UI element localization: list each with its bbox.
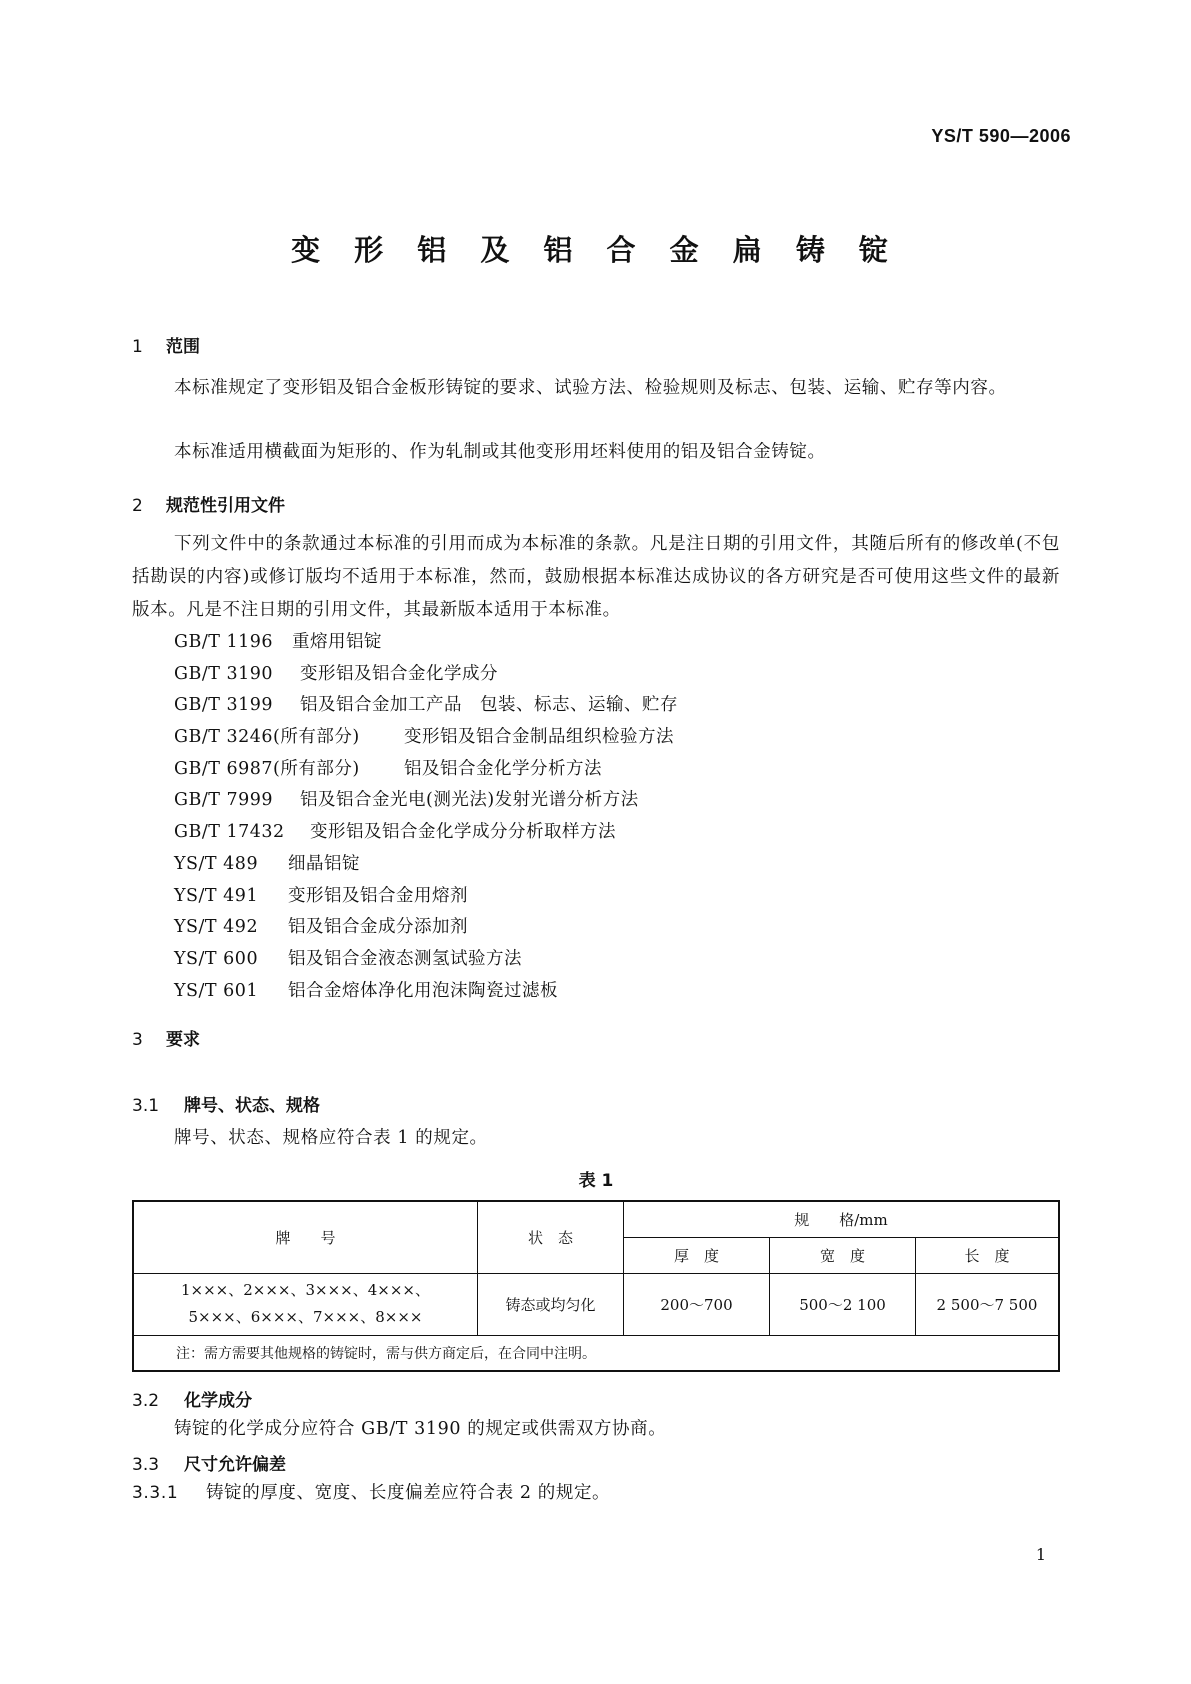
table-row <box>133 1273 1059 1335</box>
cell-width: 500～2 100 <box>770 1273 916 1335</box>
section-title: 尺寸允许偏差 <box>184 1455 286 1475</box>
section-3-1-text: 牌号、状态、规格应符合表 1 的规定。 <box>174 1128 488 1148</box>
section-1-heading <box>132 332 200 357</box>
reference-item: GB/T 3190 变形铝及铝合金化学成分 <box>174 663 498 684</box>
section-3-3-heading <box>132 1450 286 1475</box>
reference-item: YS/T 601 铝合金熔体净化用泡沫陶瓷过滤板 <box>174 980 558 1001</box>
reference-item: GB/T 6987(所有部分) 铝及铝合金化学分析方法 <box>174 758 602 779</box>
reference-item: GB/T 3199 铝及铝合金加工产品 包装、标志、运输、贮存 <box>174 695 678 716</box>
section-2-paragraph: 下列文件中的条款通过本标准的引用而成为本标准的条款。凡是注日期的引用文件，其随后所有的修改单(不包括勘误的内容)或修订版均不适用于本标准，然而，鼓励根据本标准达成协议的各方研究是否可使用这些文件的最新版本。凡是不注日期的引用文件，其最新版本适用于本标准。 <box>132 534 1060 620</box>
section-3-1-heading <box>132 1091 320 1116</box>
table-note: 注：需方需要其他规格的铸锭时，需与供方商定后，在合同中注明。 <box>133 1335 1059 1371</box>
section-number: 3.3 <box>132 1455 160 1475</box>
cell-length: 2 500～7 500 <box>916 1273 1060 1335</box>
section-title: 要求 <box>166 1030 200 1050</box>
reference-item: GB/T 17432 变形铝及铝合金化学成分分析取样方法 <box>174 822 616 843</box>
section-number: 2 <box>132 496 143 516</box>
reference-list <box>174 628 678 1008</box>
section-title: 牌号、状态、规格 <box>184 1096 320 1116</box>
reference-item: GB/T 1196 重熔用铝锭 <box>174 632 382 652</box>
section-3-2-text: 铸锭的化学成分应符合 GB/T 3190 的规定或供需双方协商。 <box>174 1419 667 1439</box>
header-length: 长 度 <box>916 1237 1060 1273</box>
section-title: 规范性引用文件 <box>166 496 285 516</box>
header-width: 宽 度 <box>770 1237 916 1273</box>
cell-thickness: 200～700 <box>624 1273 770 1335</box>
section-title: 化学成分 <box>184 1391 252 1411</box>
reference-item: YS/T 600 铝及铝合金液态测氢试验方法 <box>174 948 522 969</box>
reference-item: GB/T 3246(所有部分) 变形铝及铝合金制品组织检验方法 <box>174 727 674 748</box>
section-number: 3.3.1 <box>132 1483 179 1503</box>
section-3-3-1-text: 铸锭的厚度、宽度、长度偏差应符合表 2 的规定。 <box>206 1483 611 1503</box>
section-number: 3.1 <box>132 1096 160 1116</box>
reference-item: GB/T 7999 铝及铝合金光电(测光法)发射光谱分析方法 <box>174 790 639 811</box>
section-3-3-1 <box>132 1477 610 1510</box>
table-1 <box>132 1200 1060 1372</box>
section-title: 范围 <box>166 337 200 357</box>
table-1-caption: 表 1 <box>578 1171 614 1191</box>
reference-item: YS/T 489 细晶铝锭 <box>174 853 360 874</box>
standard-code: YS/T 590—2006 <box>931 126 1071 146</box>
page-number: 1 <box>1035 1545 1046 1564</box>
header-thickness: 厚 度 <box>624 1237 770 1273</box>
section-number: 3.2 <box>132 1391 160 1411</box>
section-number: 1 <box>132 337 143 357</box>
document-title: 变 形 铝 及 铝 合 金 扁 铸 锭 <box>291 233 900 267</box>
header-spec: 规 格/mm <box>624 1201 1060 1237</box>
reference-item: YS/T 492 铝及铝合金成分添加剂 <box>174 917 468 938</box>
section-1-paragraph-1: 本标准规定了变形铝及铝合金板形铸锭的要求、试验方法、检验规则及标志、包装、运输、贮存等内容。 <box>174 378 1007 398</box>
section-1-paragraph-2: 本标准适用横截面为矩形的、作为轧制或其他变形用坯料使用的铝及铝合金铸锭。 <box>174 442 826 462</box>
cell-temper: 铸态或均匀化 <box>478 1273 624 1335</box>
section-2-heading <box>132 491 285 516</box>
header-temper: 状 态 <box>478 1201 624 1273</box>
header-grade: 牌 号 <box>133 1201 478 1273</box>
section-3-2-heading <box>132 1386 252 1411</box>
section-3-heading <box>132 1025 200 1050</box>
reference-item: YS/T 491 变形铝及铝合金用熔剂 <box>174 885 468 906</box>
cell-grade: 1×××、2×××、3×××、4×××、 5×××、6×××、7×××、8××× <box>133 1273 478 1335</box>
section-number: 3 <box>132 1030 143 1050</box>
